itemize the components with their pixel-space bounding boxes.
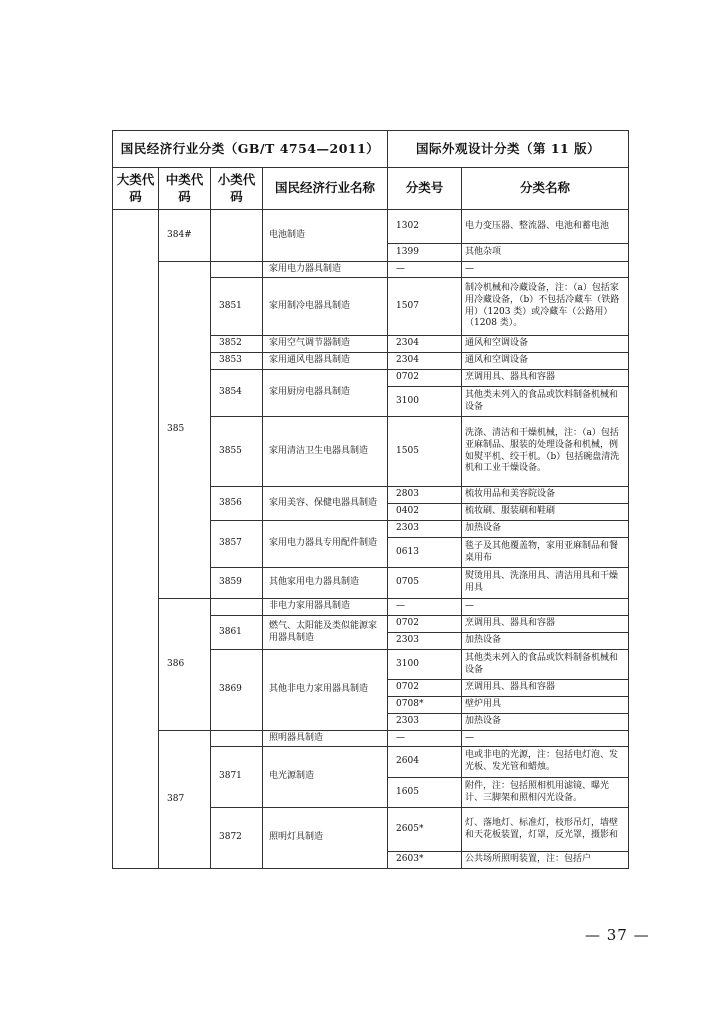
- minor-code-cell: 3854: [211, 370, 263, 417]
- class-number-cell: 2304: [388, 336, 462, 353]
- classification-table: [112, 130, 629, 869]
- class-name-cell: 公共场所照明装置，注：包括户: [462, 852, 629, 869]
- class-name-cell: 灯、落地灯、标准灯，枝形吊灯，墙壁和天花板装置，灯罩，反光罩，摄影和: [462, 808, 629, 852]
- header-right-title: 国际外观设计分类（第 11 版）: [388, 131, 629, 168]
- class-number-cell: 2304: [388, 353, 462, 370]
- class-name-cell: 烹调用具、器具和容器: [462, 370, 629, 387]
- class-name-cell: 烹调用具、器具和容器: [462, 616, 629, 633]
- class-name-cell: 熨烫用具、洗涤用具、清洁用具和干燥用具: [462, 568, 629, 599]
- class-name-cell: 烹调用具、器具和容器: [462, 680, 629, 697]
- header-industry-name: 国民经济行业名称: [263, 168, 388, 210]
- class-number-cell: 0702: [388, 616, 462, 633]
- class-number-cell: 1507: [388, 278, 462, 336]
- class-number-cell: 3100: [388, 387, 462, 417]
- minor-code-cell: 3853: [211, 353, 263, 370]
- class-number-cell: 1399: [388, 244, 462, 262]
- class-name-cell: 电力变压器、整流器、电池和蓄电池: [462, 210, 629, 244]
- industry-name-cell: 其他家用电力器具制造: [263, 568, 388, 599]
- minor-code-cell: [211, 599, 263, 616]
- major-code-cell: [113, 210, 159, 869]
- table-row: [113, 599, 629, 616]
- table-row: [113, 262, 629, 278]
- minor-code-cell: [211, 210, 263, 262]
- class-number-cell: 2604: [388, 747, 462, 778]
- header-middle-code: 中类代码: [159, 168, 211, 210]
- class-name-cell: 附件，注：包括照相机用滤镜、曝光计、三脚架和照相闪光设备。: [462, 778, 629, 808]
- header-class-name: 分类名称: [462, 168, 629, 210]
- class-number-cell: 2603*: [388, 852, 462, 869]
- class-name-cell: 毯子及其他覆盖物，家用亚麻制品和餐桌用布: [462, 538, 629, 568]
- class-name-cell: —: [462, 262, 629, 278]
- minor-code-cell: 3856: [211, 487, 263, 521]
- class-name-cell: 其他类未列入的食品或饮料制备机械和设备: [462, 650, 629, 680]
- class-name-cell: 通风和空调设备: [462, 336, 629, 353]
- class-name-cell: 加热设备: [462, 633, 629, 650]
- class-number-cell: 3100: [388, 650, 462, 680]
- minor-code-cell: 3859: [211, 568, 263, 599]
- minor-code-cell: 3872: [211, 808, 263, 869]
- table-header-row: [113, 131, 629, 168]
- middle-code-cell: 386: [159, 599, 211, 731]
- class-number-cell: 1605: [388, 778, 462, 808]
- industry-name-cell: 非电力家用器具制造: [263, 599, 388, 616]
- class-name-cell: 梳妆用品和美容院设备: [462, 487, 629, 504]
- industry-name-cell: 照明灯具制造: [263, 808, 388, 869]
- minor-code-cell: 3855: [211, 417, 263, 487]
- page-number: — 37 —: [585, 926, 650, 944]
- class-number-cell: 2803: [388, 487, 462, 504]
- header-left-title: 国民经济行业分类（GB/T 4754—2011）: [113, 131, 388, 168]
- class-number-cell: 0705: [388, 568, 462, 599]
- middle-code-cell: 384#: [159, 210, 211, 262]
- industry-name-cell: 家用清洁卫生电器具制造: [263, 417, 388, 487]
- class-name-cell: 电或非电的光源，注：包括电灯泡、发光板、发光管和蜡烛。: [462, 747, 629, 778]
- minor-code-cell: 3869: [211, 650, 263, 731]
- class-number-cell: —: [388, 731, 462, 747]
- class-number-cell: 1505: [388, 417, 462, 487]
- middle-code-cell: 387: [159, 731, 211, 869]
- class-number-cell: 0702: [388, 680, 462, 697]
- minor-code-cell: [211, 731, 263, 747]
- class-name-cell: 制冷机械和冷藏设备，注：（a）包括家用冷藏设备，（b）不包括冷藏车（铁路用）（1203 类）或冷藏车（公路用）（1208 类）。: [462, 278, 629, 336]
- industry-name-cell: 其他非电力家用器具制造: [263, 650, 388, 731]
- class-number-cell: 0613: [388, 538, 462, 568]
- minor-code-cell: [211, 262, 263, 278]
- industry-name-cell: 家用厨房电器具制造: [263, 370, 388, 417]
- table-row: [113, 731, 629, 747]
- class-name-cell: 其他类未列入的食品或饮料制备机械和设备: [462, 387, 629, 417]
- class-name-cell: 梳妆刷、服装刷和鞋刷: [462, 504, 629, 521]
- header-major-code: 大类代码: [113, 168, 159, 210]
- class-number-cell: 0702: [388, 370, 462, 387]
- industry-name-cell: 家用制冷电器具制造: [263, 278, 388, 336]
- minor-code-cell: 3871: [211, 747, 263, 808]
- class-number-cell: 2303: [388, 714, 462, 731]
- minor-code-cell: 3852: [211, 336, 263, 353]
- class-name-cell: 加热设备: [462, 714, 629, 731]
- class-number-cell: 0708*: [388, 697, 462, 714]
- class-name-cell: 加热设备: [462, 521, 629, 538]
- class-name-cell: 通风和空调设备: [462, 353, 629, 370]
- header-class-number: 分类号: [388, 168, 462, 210]
- minor-code-cell: 3857: [211, 521, 263, 568]
- class-number-cell: —: [388, 262, 462, 278]
- industry-name-cell: 家用电力器具制造: [263, 262, 388, 278]
- industry-name-cell: 燃气、太阳能及类似能源家用器具制造: [263, 616, 388, 650]
- minor-code-cell: 3851: [211, 278, 263, 336]
- class-number-cell: 1302: [388, 210, 462, 244]
- industry-name-cell: 家用美容、保健电器具制造: [263, 487, 388, 521]
- class-name-cell: 壁炉用具: [462, 697, 629, 714]
- industry-name-cell: 电光源制造: [263, 747, 388, 808]
- class-name-cell: —: [462, 599, 629, 616]
- industry-name-cell: 电池制造: [263, 210, 388, 262]
- class-number-cell: 0402: [388, 504, 462, 521]
- minor-code-cell: 3861: [211, 616, 263, 650]
- class-number-cell: 2605*: [388, 808, 462, 852]
- middle-code-cell: 385: [159, 262, 211, 599]
- industry-name-cell: 家用空气调节器制造: [263, 336, 388, 353]
- class-number-cell: —: [388, 599, 462, 616]
- industry-name-cell: 照明器具制造: [263, 731, 388, 747]
- table-subheader-row: [113, 168, 629, 210]
- industry-name-cell: 家用电力器具专用配件制造: [263, 521, 388, 568]
- class-name-cell: 其他杂项: [462, 244, 629, 262]
- table-row: [113, 210, 629, 244]
- header-minor-code: 小类代码: [211, 168, 263, 210]
- class-name-cell: —: [462, 731, 629, 747]
- class-name-cell: 洗涤、清洁和干燥机械，注：（a）包括亚麻制品、服装的处理设备和机械，例如熨平机、绞干机。（b）包括碗盘清洗机和工业干燥设备。: [462, 417, 629, 487]
- class-number-cell: 2303: [388, 521, 462, 538]
- industry-name-cell: 家用通风电器具制造: [263, 353, 388, 370]
- class-number-cell: 2303: [388, 633, 462, 650]
